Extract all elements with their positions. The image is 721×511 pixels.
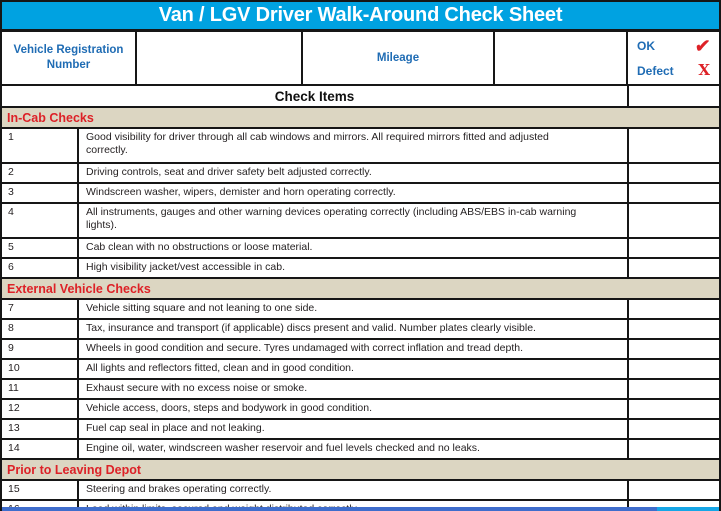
check-row <box>2 420 719 440</box>
check-row <box>2 129 719 164</box>
check-cell[interactable] <box>629 420 719 438</box>
check-cell[interactable] <box>629 380 719 398</box>
item-description <box>79 164 629 182</box>
legend-cell <box>628 32 719 84</box>
item-description <box>79 184 629 202</box>
section-title: Prior to Leaving Depot <box>7 462 142 477</box>
item-description-line: Engine oil, water, windscreen washer reservoir and fuel levels checked and no leaks. <box>86 442 480 454</box>
check-cell[interactable] <box>629 360 719 378</box>
mileage-label: Mileage <box>376 51 420 64</box>
item-description <box>79 320 629 338</box>
check-row <box>2 239 719 259</box>
check-row <box>2 300 719 320</box>
item-number: 12 <box>2 400 79 418</box>
defect-label: Defect <box>637 63 674 78</box>
item-description-line: Driving controls, seat and driver safety belt adjusted correctly. <box>86 166 372 178</box>
item-number: 13 <box>2 420 79 438</box>
item-description-line: Windscreen washer, wipers, demister and horn operating correctly. <box>86 186 396 198</box>
item-number: 3 <box>2 184 79 202</box>
item-description <box>79 204 629 237</box>
item-description <box>79 129 629 162</box>
item-description-line: Cab clean with no obstructions or loose material. <box>86 241 313 253</box>
item-description-line: Fuel cap seal in place and not leaking. <box>86 422 265 434</box>
title-bar <box>2 2 719 32</box>
vehicle-reg-label: Vehicle Registration Number <box>13 44 124 71</box>
check-cell[interactable] <box>629 204 719 237</box>
check-row <box>2 481 719 501</box>
item-number: 2 <box>2 164 79 182</box>
item-description <box>79 420 629 438</box>
item-description-line: Vehicle sitting square and not leaning to one side. <box>86 302 318 314</box>
item-description-line: All instruments, gauges and other warning devices operating correctly (including ABS/EBS in-cab warning <box>86 206 577 218</box>
item-description <box>79 340 629 358</box>
item-number: 7 <box>2 300 79 318</box>
check-cell[interactable] <box>629 481 719 499</box>
item-number: 15 <box>2 481 79 499</box>
item-description <box>79 239 629 257</box>
item-description <box>79 440 629 458</box>
item-number: 5 <box>2 239 79 257</box>
check-row <box>2 184 719 204</box>
mileage-label-cell <box>303 32 495 84</box>
check-items-title-cell <box>2 86 629 106</box>
section-header <box>2 460 719 481</box>
x-icon: X <box>698 61 710 79</box>
legend-defect-row <box>637 63 710 78</box>
check-row <box>2 400 719 420</box>
vehicle-reg-label-cell <box>2 32 137 84</box>
item-description-line: correctly. <box>86 144 128 156</box>
check-cell[interactable] <box>629 129 719 162</box>
check-rows <box>2 108 719 511</box>
mileage-input-cell[interactable] <box>495 32 628 84</box>
check-row <box>2 440 719 460</box>
page-title: Van / LGV Driver Walk-Around Check Sheet <box>158 4 563 26</box>
footer-strip <box>2 507 719 511</box>
check-cell[interactable] <box>629 259 719 277</box>
section-title: In-Cab Checks <box>7 110 94 125</box>
item-description <box>79 259 629 277</box>
check-cell[interactable] <box>629 340 719 358</box>
check-cell[interactable] <box>629 320 719 338</box>
check-cell[interactable] <box>629 184 719 202</box>
item-description-line: Good visibility for driver through all cab windows and mirrors. All required mirrors fitted and adjusted <box>86 131 549 143</box>
check-row <box>2 320 719 340</box>
item-number: 6 <box>2 259 79 277</box>
section-title: External Vehicle Checks <box>7 281 151 296</box>
check-cell[interactable] <box>629 239 719 257</box>
check-items-side-cell <box>629 86 719 106</box>
item-description-line: Wheels in good condition and secure. Tyres undamaged with correct inflation and tread depth. <box>86 342 523 354</box>
item-description <box>79 481 629 499</box>
item-number: 9 <box>2 340 79 358</box>
item-number: 11 <box>2 380 79 398</box>
check-row <box>2 380 719 400</box>
check-cell[interactable] <box>629 164 719 182</box>
item-number: 4 <box>2 204 79 237</box>
check-items-row <box>2 86 719 108</box>
check-cell[interactable] <box>629 300 719 318</box>
item-description-line: Vehicle access, doors, steps and bodywork in good condition. <box>86 402 373 414</box>
item-description <box>79 360 629 378</box>
check-items-title: Check Items <box>274 88 355 104</box>
ok-label: OK <box>637 39 655 53</box>
legend-ok-row <box>637 37 710 55</box>
item-description <box>79 380 629 398</box>
item-description-line: lights). <box>86 219 117 231</box>
item-description <box>79 300 629 318</box>
footer-strip-right <box>657 507 719 511</box>
item-description-line: Tax, insurance and transport (if applicable) discs present and valid. Number plates clearly visible. <box>86 322 536 334</box>
item-number: 8 <box>2 320 79 338</box>
section-header <box>2 108 719 129</box>
check-icon: ✔ <box>693 36 712 56</box>
item-description-line: High visibility jacket/vest accessible in cab. <box>86 261 285 273</box>
check-cell[interactable] <box>629 440 719 458</box>
item-number: 1 <box>2 129 79 162</box>
header-row <box>2 32 719 86</box>
footer-strip-left <box>2 507 657 511</box>
check-row <box>2 259 719 279</box>
item-number: 14 <box>2 440 79 458</box>
item-description-line: Exhaust secure with no excess noise or smoke. <box>86 382 308 394</box>
check-row <box>2 340 719 360</box>
item-number: 10 <box>2 360 79 378</box>
check-row <box>2 204 719 239</box>
item-description-line: Steering and brakes operating correctly. <box>86 483 272 495</box>
section-header <box>2 279 719 300</box>
vehicle-reg-input-cell[interactable] <box>137 32 303 84</box>
check-row <box>2 164 719 184</box>
item-description-line: All lights and reflectors fitted, clean and in good condition. <box>86 362 354 374</box>
check-cell[interactable] <box>629 400 719 418</box>
check-row <box>2 360 719 380</box>
item-description <box>79 400 629 418</box>
